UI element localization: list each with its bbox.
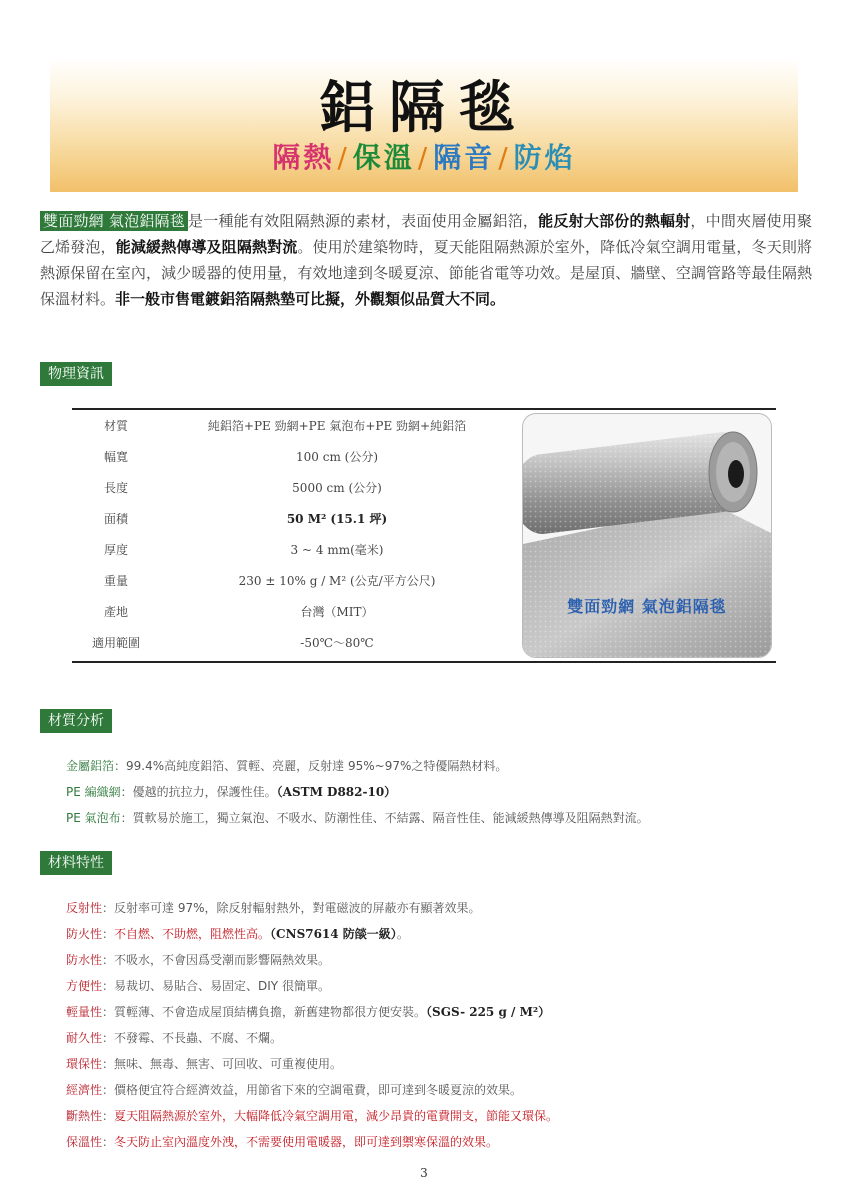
list-item — [66, 1051, 806, 1077]
list-item — [66, 1103, 806, 1129]
item-key: 防水性 — [66, 953, 103, 967]
spec-value: 台灣（MIT） — [300, 605, 374, 619]
foil-roll-illustration — [523, 414, 772, 658]
subtitle-soundproof: 隔音 — [433, 141, 496, 174]
item-key: 防火性 — [66, 927, 103, 941]
subtitle-warmth: 保溫 — [352, 141, 415, 174]
item-text: 價格便宜符合經濟效益，用節省下來的空調電費，即可達到冬暖夏涼的效果。 — [114, 1083, 523, 1097]
item-standard: （CNS7614 防燄一級） — [270, 927, 397, 941]
spec-row — [72, 534, 512, 565]
item-text: 優越的抗拉力，保護性佳。 — [132, 785, 277, 799]
spec-value: 3 ~ 4 mm(毫米) — [290, 543, 384, 557]
spec-row — [72, 503, 512, 534]
list-item — [66, 973, 806, 999]
list-item — [66, 805, 806, 831]
spec-row — [72, 410, 512, 441]
item-standard: （ASTM D882-10） — [276, 785, 397, 799]
item-sep: ： — [102, 1083, 115, 1097]
subtitle-flame: 防焰 — [513, 141, 576, 174]
list-item — [66, 1025, 806, 1051]
item-sep: ： — [102, 1109, 115, 1123]
item-sep: ： — [114, 759, 127, 773]
subtitle-slash: / — [417, 141, 431, 174]
item-text: 不自燃、不助燃，阻燃性高。 — [114, 927, 271, 941]
item-key: 方便性 — [66, 979, 103, 993]
item-sep: ： — [102, 927, 115, 941]
spec-label: 面積 — [103, 512, 128, 526]
banner-subtitle — [50, 136, 798, 176]
item-key: 經濟性 — [66, 1083, 103, 1097]
list-item — [66, 999, 806, 1025]
spec-row — [72, 596, 512, 627]
product-photo — [522, 413, 772, 658]
item-sep: ： — [120, 785, 133, 799]
item-key: PE 編織網 — [66, 785, 121, 799]
item-text: 無味、無毒、無害、可回收、可重複使用。 — [114, 1057, 343, 1071]
item-sep: ： — [102, 1057, 115, 1071]
spec-row — [72, 472, 512, 503]
spec-label: 材質 — [103, 419, 128, 433]
spec-row — [72, 565, 512, 596]
spec-label: 厚度 — [103, 543, 128, 557]
intro-bold: 能反射大部份的熱輻射 — [538, 212, 691, 230]
photo-caption: 雙面勁網 氣泡鋁隔毯 — [567, 597, 727, 616]
material-list — [66, 753, 806, 831]
spec-label: 長度 — [103, 481, 128, 495]
item-tail: 。 — [396, 927, 409, 941]
item-sep: ： — [102, 1005, 115, 1019]
page-title: 鋁隔毯 — [319, 75, 529, 141]
item-text: 易裁切、易貼合、易固定、DIY 很簡單。 — [114, 979, 330, 993]
intro-text: ，中間夾層使用聚乙烯發泡， — [40, 212, 812, 256]
subtitle-insulation: 隔熱 — [272, 141, 335, 174]
list-item — [66, 779, 806, 805]
spec-label: 幅寬 — [103, 450, 128, 464]
section-heading-material: 材質分析 — [40, 709, 112, 733]
spec-label: 產地 — [103, 605, 128, 619]
intro-bold: 能減緩熱傳導及阻隔熱對流 — [115, 238, 298, 256]
spec-value: 100 cm (公分) — [296, 450, 378, 464]
list-item — [66, 947, 806, 973]
item-sep: ： — [102, 979, 115, 993]
item-key: 環保性 — [66, 1057, 103, 1071]
item-standard: （SGS- 225 g / M²） — [426, 1005, 551, 1019]
list-item — [66, 1129, 806, 1155]
spec-label: 重量 — [103, 574, 128, 588]
item-sep: ： — [120, 811, 133, 825]
item-text: 不吸水，不會因爲受潮而影響隔熱效果。 — [114, 953, 331, 967]
item-key: 斷熱性 — [66, 1109, 103, 1123]
item-sep: ： — [102, 1135, 115, 1149]
item-sep: ： — [102, 1031, 115, 1045]
feature-list — [66, 895, 806, 1155]
list-item — [66, 921, 806, 947]
product-name-highlight: 雙面勁網 氣泡鋁隔毯 — [40, 211, 188, 231]
subtitle-slash: / — [498, 141, 511, 174]
item-key: 金屬鋁箔 — [66, 759, 115, 773]
item-key: 耐久性 — [66, 1031, 103, 1045]
section-heading-physical: 物理資訊 — [40, 362, 112, 386]
list-item — [66, 1077, 806, 1103]
item-text: 質輕薄、不會造成屋頂結構負擔，新舊建物都很方便安裝。 — [114, 1005, 427, 1019]
item-sep: ： — [102, 953, 115, 967]
list-item — [66, 753, 806, 779]
spec-row — [72, 627, 512, 658]
item-key: 反射性 — [66, 901, 103, 915]
spec-value: -50℃～80℃ — [300, 636, 374, 650]
intro-text: 。使用於建築物時，夏天能阻隔熱源於室外，降低冷氣空調用電量，冬天則將熱源保留在室內，減少暖器的使用量，有效地達到冬暖夏涼、節能省電等功效。是屋頂、牆壁、空調管路等最佳隔熱保溫材料。 — [40, 238, 812, 308]
item-sep: ： — [102, 901, 115, 915]
intro-bold: 非一般市售電鍍鋁箔隔熱墊可比擬，外觀類似品質大不同。 — [115, 290, 506, 308]
spec-value: 50 M² (15.1 坪) — [286, 512, 388, 526]
item-text: 冬天防止室內溫度外洩，不需要使用電暖器，即可達到禦寒保溫的效果。 — [114, 1135, 499, 1149]
section-heading-features: 材料特性 — [40, 851, 112, 875]
spec-row — [72, 441, 512, 472]
item-text: 不發霉、不長蟲、不腐、不爛。 — [114, 1031, 283, 1045]
spec-value: 230 ± 10% g / M² (公克/平方公尺) — [238, 574, 436, 588]
page-number: 3 — [420, 1166, 428, 1180]
spec-value: 5000 cm (公分) — [292, 481, 382, 495]
intro-text: 是一種能有效阻隔熱源的素材，表面使用金屬鋁箔， — [188, 212, 539, 230]
item-text: 99.4%高純度鋁箔、質輕、亮麗，反射達 95%~97%之特優隔熱材料。 — [126, 759, 508, 773]
item-key: 保溫性 — [66, 1135, 103, 1149]
list-item — [66, 895, 806, 921]
item-text: 夏天阻隔熱源於室外，大幅降低冷氣空調用電，減少昂貴的電費開支，節能又環保。 — [114, 1109, 559, 1123]
item-text: 反射率可達 97%，除反射輻射熱外，對電磁波的屏蔽亦有顯著效果。 — [114, 901, 481, 915]
spec-value: 純鋁箔+PE 勁網+PE 氣泡布+PE 勁網+純鋁箔 — [207, 419, 467, 433]
spec-label: 適用範圍 — [91, 636, 140, 650]
item-key: 輕量性 — [66, 1005, 103, 1019]
item-text: 質軟易於施工，獨立氣泡、不吸水、防潮性佳、不結露、隔音性佳、能減緩熱傳導及阻隔熱對流。 — [132, 811, 649, 825]
intro-paragraph — [40, 208, 812, 312]
subtitle-slash: / — [337, 141, 350, 174]
item-key: PE 氣泡布 — [66, 811, 121, 825]
title-banner — [50, 58, 798, 192]
